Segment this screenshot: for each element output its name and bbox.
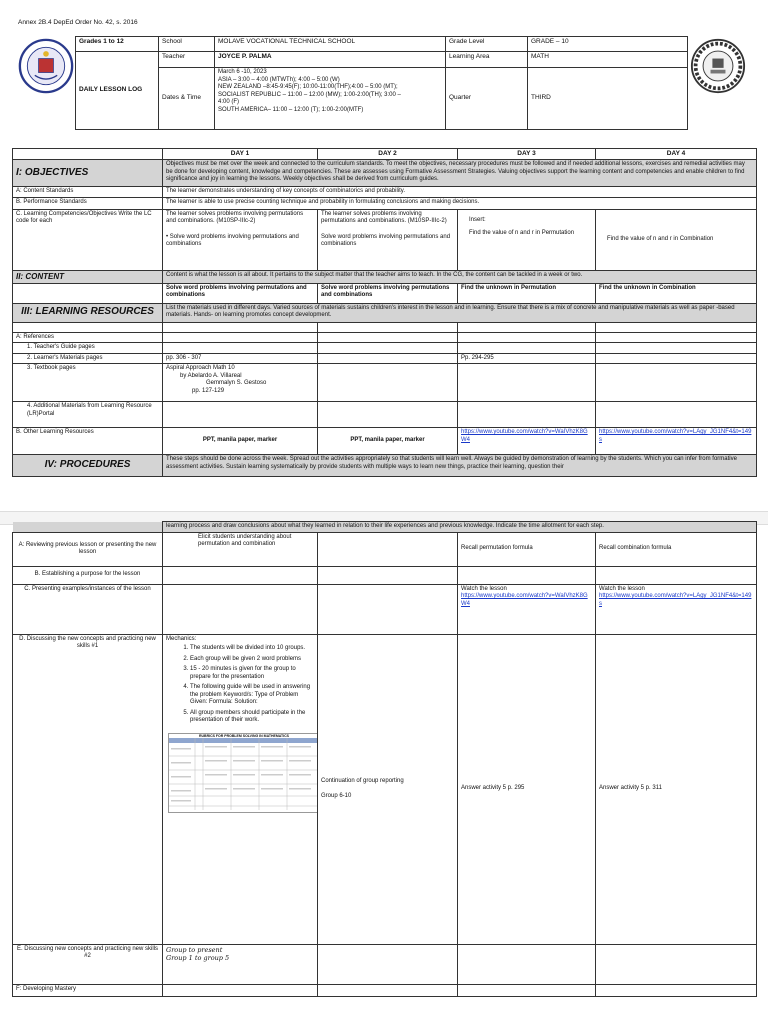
other-resources-day1: PPT, manila paper, marker (163, 428, 318, 455)
reviewing-day1 (163, 532, 318, 566)
resources-desc: List the materials used in different days. Varied sources of materials sustains children's interest in the lesson and in learning. Ensure that there is a mix of concrete and manipulative materials as well as paper -based materials. Hands- on learning promotes concept development. (163, 303, 757, 322)
log-title: DAILY LESSON LOG (76, 52, 159, 130)
blank-cell (596, 402, 757, 428)
mechanics-step: 3. 15 - 20 minutes is given for the group to prepare for the presentation (190, 666, 314, 681)
blank-cell (163, 584, 318, 634)
purpose-label: B. Establishing a purpose for the lesson (13, 566, 163, 584)
blank-cell (163, 322, 318, 332)
blank-cell (318, 343, 458, 354)
day-header: DAY 2 (318, 149, 458, 160)
group-range-text: Group 6-10 (321, 793, 352, 799)
blank-cell (318, 402, 458, 428)
blank-cell (163, 984, 318, 996)
dates-line: SOCIALIST REPUBLIC – 11:00 – 12:00 (MW); 1:00-2:00(TH); 3:00 – (218, 91, 401, 98)
competencies-day2 (318, 209, 458, 270)
blank-cell (318, 566, 458, 584)
competencies-day1 (163, 209, 318, 270)
procedures-title: IV: PROCEDURES (13, 455, 163, 477)
competency-bullet: • Solve word problems involving permutations and combinations (166, 233, 299, 248)
rubric-title: RUBRICS FOR PROBLEM SOLVING IN MATHEMATICS (198, 733, 290, 738)
blank-cell (596, 364, 757, 402)
mechanics-step: 5. All group members should participate in the presentation of their work. (190, 710, 314, 725)
textbook-author: Gemmalyn S. Gestoso (206, 380, 267, 387)
blank-cell (596, 944, 757, 984)
textbook-label: 3. Textbook pages (13, 364, 163, 402)
competencies-day3 (458, 209, 596, 270)
blank-cell (458, 364, 596, 402)
blank-cell (458, 984, 596, 996)
day-header: DAY 4 (596, 149, 757, 160)
mechanics-step: 1. The students will be divided into 10 groups. (190, 645, 314, 653)
blank-cell (318, 364, 458, 402)
youtube-link[interactable]: https://www.youtube.com/watch?v=LAgy_JG1NF4&t=149s (599, 429, 752, 443)
blank-cell (13, 322, 163, 332)
blank-cell (163, 402, 318, 428)
mechanics-title: Mechanics: (166, 635, 197, 642)
competency-text: Solve word problems involving permutations and combinations (321, 233, 451, 248)
content-day3: Find the unknown in Permutation (458, 283, 596, 303)
procedures-desc-cont: learning process and draw conclusions about what they learned in relation to their life experiences and previous knowledge. Indicate the time allotment for each step. (163, 522, 757, 533)
competency-text: The learner solves problems involving permutations and combinations. (M10SP-IIIc-2) (166, 210, 304, 225)
blank-cell (596, 332, 757, 343)
rubric-grid (169, 738, 317, 810)
content-desc: Content is what the lesson is all about. It pertains to the subject matter that the teacher aims to teach. In the CG, the content can be tackled in a week or two. (163, 270, 757, 283)
other-resources-label: B. Other Learning Resources (13, 428, 163, 455)
day-header: DAY 1 (163, 149, 318, 160)
content-standards-label: A: Content Standards (13, 187, 163, 198)
content-day2: Solve word problems involving permutations and combinations (318, 283, 458, 303)
presenting-examples-day4 (596, 584, 757, 634)
dates-line: 4:00 (F) (218, 99, 240, 105)
blank-cell (596, 566, 757, 584)
blank-cell (458, 332, 596, 343)
youtube-link[interactable]: https://www.youtube.com/watch?v=LAgy_JG1NF4&t=149s (599, 593, 752, 607)
discussing-concepts-1-day1 (163, 634, 318, 944)
dates-line: March 6 -10, 2023 (218, 69, 267, 75)
watch-lesson-text: Watch the lesson (599, 585, 645, 592)
deped-seal-logo (18, 38, 74, 94)
objectives-desc: Objectives must be met over the week and connected to the curriculum standards. To meet the objectives, necessary procedures must be followed and if needed additional lessons, exercises and remedial activities may be done for developing content, knowledge and competencies. These are assesses using Formative Assessment Strategies. Valuing objectives support the learning content and competencies and enable children to find significance and joy in learning the lessons. Weekly objectives shall be derived from curriculum guides. (163, 160, 757, 187)
mechanics-list (166, 645, 314, 725)
grades-label: Grades 1 to 12 (76, 37, 159, 52)
textbook-day1 (163, 364, 318, 402)
other-resources-day4 (596, 428, 757, 455)
rubric-image (168, 733, 318, 813)
competencies-label: C. Learning Competencies/Objectives Write the LC code for each (13, 209, 163, 270)
learners-materials-day1: pp. 306 - 307 (163, 353, 318, 364)
dates-value (215, 68, 446, 130)
discussing-concepts-2-day1 (163, 944, 318, 984)
content-day1: Solve word problems involving permutations and combinations (163, 283, 318, 303)
group-reporting-text: Continuation of group reporting (321, 777, 404, 784)
mechanics-step: 4. The following guide will be used in answering the problem Keyword/s: Type of Problem Given: Formula: Solution: (190, 684, 314, 707)
presenting-examples-day3 (458, 584, 596, 634)
blank-cell (318, 584, 458, 634)
lesson-table-page2 (12, 521, 757, 997)
learners-materials-day3: Pp. 294-295 (458, 353, 596, 364)
quarter-value: THIRD (528, 68, 688, 130)
lesson-table-page1 (12, 148, 757, 477)
group-present-text: Group to present (166, 945, 223, 954)
blank-cell (163, 343, 318, 354)
references-label: A: References (13, 332, 163, 343)
reviewing-day4: Recall combination formula (596, 532, 757, 566)
blank-cell (458, 343, 596, 354)
teacher-value: JOYCE P. PALMA (215, 52, 446, 68)
dates-line: SOUTH AMERICA– 11:00 – 12:00 (T); 1:00-2:00(MTF) (218, 106, 364, 113)
grade-level-label: Grade Level (446, 37, 528, 52)
youtube-link[interactable]: https://www.youtube.com/watch?v=WaIVhzK8GW4 (461, 593, 588, 607)
additional-materials-label: 4. Additional Materials from Learning Resource (LR)Portal (13, 402, 163, 428)
procedures-desc: These steps should be done across the week. Spread out the activities appropriately so that students will learn well. Always be guided by demonstration of learning by the students. Which you can infer from formative assessment activities. Sustain learning systematically by provide students with multiple ways to learn new things, practice their learning, question their (163, 455, 757, 477)
competency-text: The learner solves problems involving permutations and combinations. (M10SP-IIIc-2) (321, 210, 447, 225)
blank-cell (163, 332, 318, 343)
blank-cell (318, 322, 458, 332)
watch-lesson-text: Watch the lesson (461, 585, 507, 592)
mechanics-step: 2. Each group will be given 2 word problems (190, 656, 314, 664)
content-title: II: CONTENT (13, 270, 163, 283)
blank-cell (163, 566, 318, 584)
blank-cell (13, 149, 163, 160)
dates-label: Dates & Time (159, 68, 215, 130)
other-resources-day3 (458, 428, 596, 455)
school-label: School (159, 37, 215, 52)
blank-cell (596, 984, 757, 996)
blank-cell (318, 984, 458, 996)
school-seal-logo (690, 38, 746, 94)
learners-materials-label: 2. Learner's Materials pages (13, 353, 163, 364)
textbook-pages: pp. 127-129 (192, 387, 225, 394)
blank-cell (458, 322, 596, 332)
dates-line: NEW ZEALAND –8:45-9:45(F); 10:00-11:00(THF);4:00 – 5:00 (MT); (218, 84, 398, 90)
reviewing-text: Elicit students understanding about permutation and combination (198, 533, 292, 547)
blank-cell (13, 522, 163, 533)
textbook-title: Aspiral Approach Math 10 (166, 365, 235, 372)
blank-cell (318, 353, 458, 364)
annex-label: Annex 2B.4 DepEd Order No. 42, s. 2016 (18, 19, 138, 26)
teacher-label: Teacher (159, 52, 215, 68)
competency-text: Find the value of n and r in Permutation (469, 230, 575, 237)
presenting-examples-label: C. Presenting examples/instances of the lesson (13, 584, 163, 634)
teachers-guide-label: 1. Teacher's Guide pages (13, 343, 163, 354)
blank-cell (458, 402, 596, 428)
youtube-link[interactable]: https://www.youtube.com/watch?v=WaIVhzK8GW4 (461, 429, 588, 443)
discussing-concepts-1-day3: Answer activity 5 p. 295 (458, 634, 596, 944)
quarter-label: Quarter (446, 68, 528, 130)
blank-cell (318, 944, 458, 984)
discussing-concepts-1-day4: Answer activity 5 p. 311 (596, 634, 757, 944)
dates-line: ASIA – 3:00 – 4:00 (MTWTh); 4:00 – 5:00 (W) (218, 76, 340, 83)
blank-cell (318, 532, 458, 566)
group-range-text: Group 1 to group 5 (166, 953, 230, 962)
competency-text: Find the value of n and r in Combination (607, 235, 714, 242)
developing-mastery-label: F: Developing Mastery (13, 984, 163, 996)
blank-cell (458, 944, 596, 984)
blank-cell (458, 566, 596, 584)
blank-cell (596, 353, 757, 364)
grade-level-value: GRADE – 10 (528, 37, 688, 52)
discussing-concepts-1-day2 (318, 634, 458, 944)
day-header: DAY 3 (458, 149, 596, 160)
reviewing-day3: Recall permutation formula (458, 532, 596, 566)
performance-standards-value: The learner is able to use precise counting technique and probability in formulating conclusions and making decisions. (163, 197, 757, 209)
learning-area-value: MATH (528, 52, 688, 68)
content-standards-value: The learner demonstrates understanding of key concepts of combinatorics and probability. (163, 187, 757, 198)
discussing-concepts-1-label: D. Discussing the new concepts and practicing new skills #1 (13, 634, 163, 944)
blank-cell (13, 283, 163, 303)
performance-standards-label: B. Performance Standards (13, 197, 163, 209)
resources-title: III: LEARNING RESOURCES (13, 303, 163, 322)
blank-cell (596, 343, 757, 354)
other-resources-day2: PPT, manila paper, marker (318, 428, 458, 455)
school-value: MOLAVE VOCATIONAL TECHNICAL SCHOOL (215, 37, 446, 52)
learning-area-label: Learning Area (446, 52, 528, 68)
blank-cell (318, 332, 458, 343)
discussing-concepts-2-label: E. Discussing new concepts and practicing new skills #2 (13, 944, 163, 984)
reviewing-label: A: Reviewing previous lesson or presenting the new lesson (13, 532, 163, 566)
header-table (75, 36, 688, 130)
blank-cell (596, 322, 757, 332)
objectives-title: I: OBJECTIVES (13, 160, 163, 187)
content-day4: Find the unknown in Combination (596, 283, 757, 303)
competencies-day4 (596, 209, 757, 270)
competency-insert: Insert: (469, 216, 486, 223)
textbook-author: by Abelardo A. Villareal (180, 372, 242, 379)
